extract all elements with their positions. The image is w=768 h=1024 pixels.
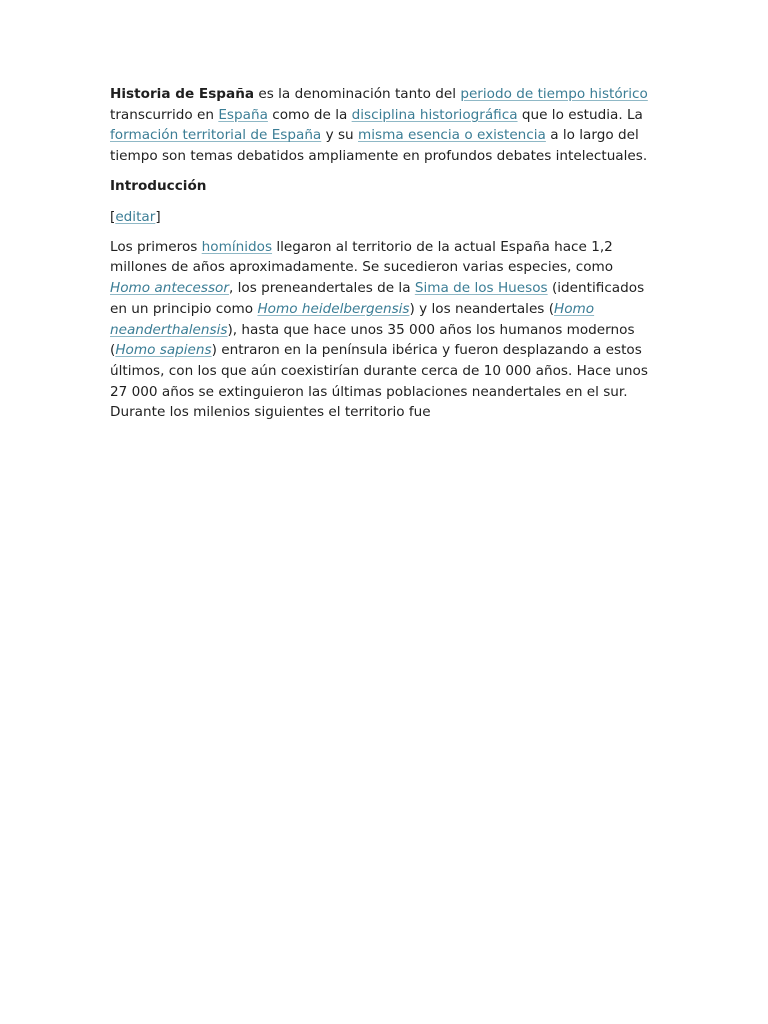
link-homo-antecessor[interactable]: Homo antecessor bbox=[110, 280, 229, 297]
article-title: Historia de España bbox=[110, 86, 255, 102]
link-esencia-existencia[interactable]: misma esencia o existencia bbox=[358, 127, 546, 144]
link-disciplina-historiografica[interactable]: disciplina historiográfica bbox=[351, 106, 518, 123]
section-heading-text: Introducción bbox=[110, 178, 207, 195]
intro-paragraph bbox=[110, 84, 650, 167]
link-homo-heidelbergensis[interactable]: Homo heidelbergensis bbox=[257, 300, 410, 317]
link-formacion-territorial[interactable]: formación territorial de España bbox=[110, 127, 322, 144]
text-run: que lo estudia. La bbox=[517, 106, 643, 123]
text-run: Los primeros bbox=[110, 238, 202, 255]
link-sima-de-los-huesos[interactable]: Sima de los Huesos bbox=[414, 280, 548, 297]
text-run: (identificados en un principio como bbox=[110, 280, 645, 317]
text-run: , los preneandertales de la bbox=[228, 280, 415, 297]
prehistory-paragraph bbox=[110, 237, 650, 423]
section-heading bbox=[110, 176, 650, 197]
text-run: es la denominación tanto del bbox=[254, 86, 461, 102]
text-run: como de la bbox=[267, 106, 352, 123]
edit-section bbox=[110, 207, 650, 228]
edit-link[interactable]: editar bbox=[115, 208, 156, 225]
text-run: ), hasta que hace unos 35 000 años los humanos modernos ( bbox=[110, 321, 635, 359]
text-run: llegaron al territorio de la actual España hace 1,2 millones de años aproximadamente. Se sucedieron varias especies, como bbox=[110, 238, 614, 276]
text-run: transcurrido en bbox=[110, 106, 219, 123]
link-homo-neanderthalensis[interactable]: Homo neanderthalensis bbox=[110, 300, 595, 338]
edit-bracket-close: ] bbox=[155, 208, 161, 225]
text-run: ) y los neandertales ( bbox=[409, 300, 555, 317]
link-homo-sapiens[interactable]: Homo sapiens bbox=[115, 342, 212, 359]
text-run: y su bbox=[321, 127, 358, 144]
text-run: ) entraron en la península ibérica y fueron desplazando a estos últimos, con los que aún coexistirían durante cerca de 10 000 años. Hace unos 27 000 años se extinguieron las últimas poblaciones neandertales en el sur. Durante los milenios siguientes el territorio fue bbox=[110, 342, 648, 421]
edit-bracket-open: [ bbox=[110, 208, 116, 225]
article-body bbox=[110, 84, 650, 433]
link-periodo-historico[interactable]: periodo de tiempo histórico bbox=[460, 86, 648, 102]
link-hominidos[interactable]: homínidos bbox=[201, 238, 273, 255]
text-run: a lo largo del tiempo son temas debatidos ampliamente en profundos debates intelectuales. bbox=[110, 127, 648, 165]
link-espana[interactable]: España bbox=[218, 106, 268, 123]
